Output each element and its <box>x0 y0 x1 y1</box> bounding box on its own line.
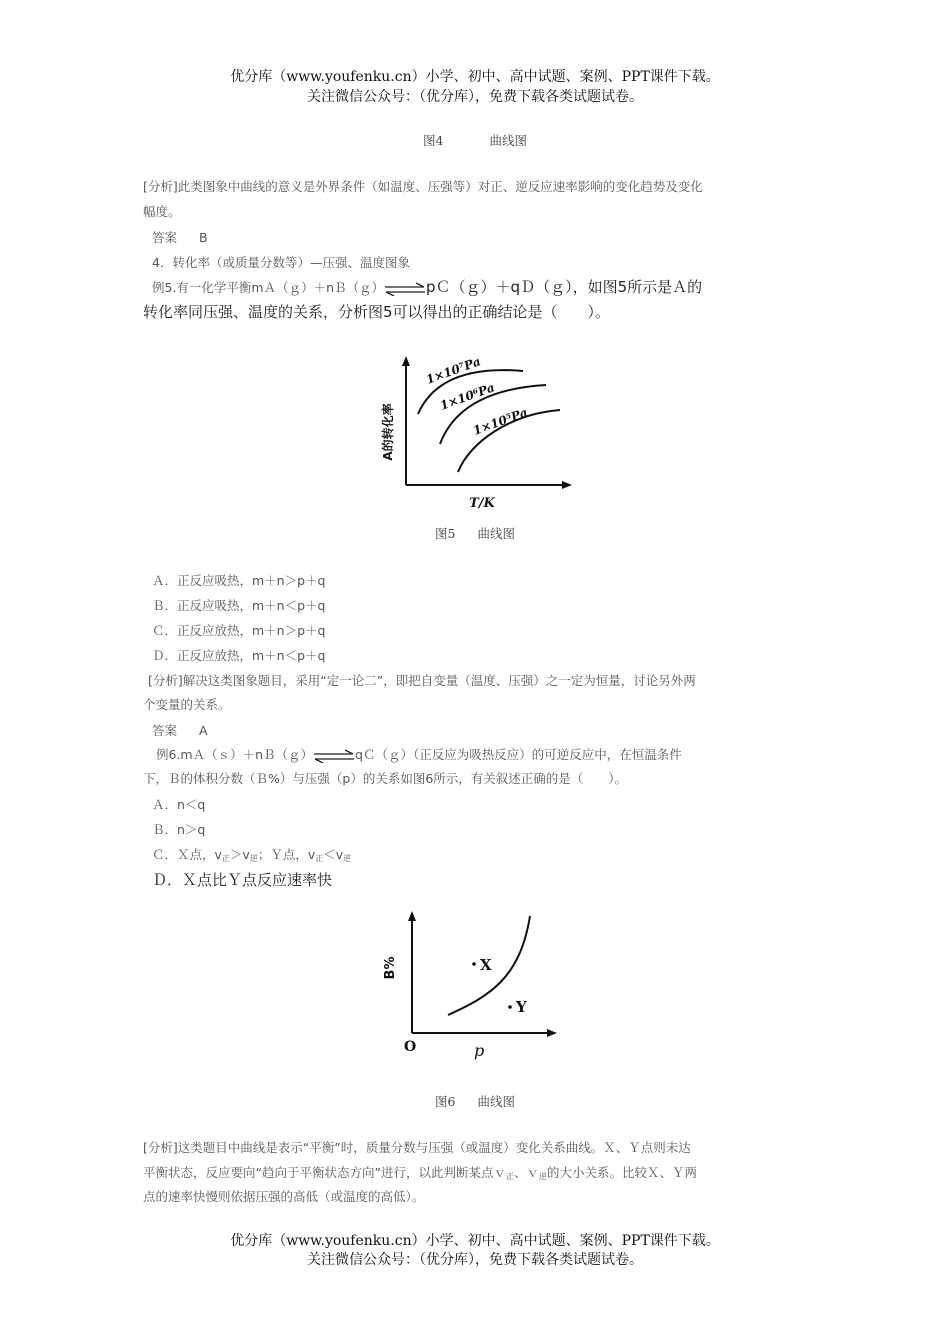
equilibrium-arrow-icon <box>313 749 355 763</box>
option-5-b: Ｂ．正反应吸热，m＋n＜p＋q <box>152 598 326 613</box>
figure-5-x-label: T/K <box>469 496 495 511</box>
option-6-c-text: Ｃ．Ｘ点，v <box>152 847 222 862</box>
example-6-line-1 <box>156 745 682 763</box>
figure-6-point-y-dot <box>508 1005 512 1009</box>
header-line-2: 关注微信公众号：（优分库），免费下载各类试题试卷。 <box>307 89 643 105</box>
analysis-3-line-1: [分析]这类题目中曲线是表示“平衡”时，质量分数与压强（或温度）变化关系曲线。Ｘ、Ｙ点则未达 <box>143 1140 691 1155</box>
subscript-reverse: 逆 <box>343 854 352 863</box>
answer-2 <box>152 721 208 739</box>
example-5-line-2: 转化率同压强、温度的关系，分析图5可以得出的正确结论是（ ）。 <box>143 303 611 321</box>
footer-line-2: 关注微信公众号：（优分库），免费下载各类试题试卷。 <box>307 1252 643 1268</box>
analysis-2-line-1: [分析]解决这类图象题目，采用“定一论二”，即把自变量（温度、压强）之一定为恒量，讨论另外两 <box>148 673 696 688</box>
example-6-line-2: 下，Ｂ的体积分数（Ｂ%）与压强（p）的关系如图6所示，有关叙述正确的是（ ）。 <box>143 771 628 786</box>
figure-6-chart <box>370 906 570 1066</box>
figure-4-title: 曲线图 <box>489 133 527 148</box>
example-6-part-1: 例6.mＡ（ｓ）＋nＢ（ｇ） <box>156 747 314 762</box>
answer-1 <box>152 228 208 246</box>
option-5-d: Ｄ．正反应放热，m＋n＜p＋q <box>152 648 326 663</box>
option-6-c-text: ；Ｙ点，v <box>257 847 316 862</box>
figure-6-y-label: B% <box>383 956 398 980</box>
option-5-c: Ｃ．正反应放热，m＋n＞p＋q <box>152 623 326 638</box>
figure-6-y-arrow <box>408 911 416 921</box>
subscript-reverse: 逆 <box>249 854 258 863</box>
answer-2-label: 答案 <box>152 723 178 738</box>
option-5-a: Ａ．正反应吸热，m＋n＞p＋q <box>152 573 326 588</box>
figure-5-label-1e5: 1×10⁵Pa <box>471 405 530 438</box>
figure-5-number: 图5 <box>435 526 456 541</box>
example-5-part-1: 例5.有一化学平衡mＡ（ｇ）＋nＢ（ｇ） <box>152 280 385 295</box>
subscript-forward: 正 <box>221 854 230 863</box>
example-5-line-1 <box>152 276 702 297</box>
answer-1-value: B <box>199 230 208 245</box>
analysis-1-line-2: 幅度。 <box>143 204 181 219</box>
example-5-part-2: pＣ（ｇ）＋qＤ（ｇ），如图5所示是Ａ的 <box>426 278 703 296</box>
analysis-1-line-1: [分析]此类图象中曲线的意义是外界条件（如温度、压强等）对正、逆反应速率影响的变化趋势及变化 <box>143 179 703 194</box>
option-6-b: Ｂ．n＞q <box>152 822 206 837</box>
analysis-3-text: 的大小关系。比较Ｘ、Ｙ两 <box>546 1165 697 1180</box>
figure-6-point-x-dot <box>472 962 476 966</box>
subscript-forward: 正 <box>505 1172 514 1181</box>
figure-5-label-1e6: 1×10⁶Pa <box>438 380 497 413</box>
analysis-3-line-2 <box>143 1163 697 1182</box>
option-6-a: Ａ．n＜q <box>152 797 206 812</box>
figure-5-title: 曲线图 <box>477 526 515 541</box>
analysis-3-line-3: 点的速率快慢则依据压强的高低（或温度的高低）。 <box>143 1189 425 1204</box>
section-4-heading: 4．转化率（或质量分数等）—压强、温度图象 <box>152 255 410 270</box>
figure-5-caption <box>0 524 950 542</box>
figure-6-point-x-label: X <box>480 956 492 974</box>
figure-6-point-y-label: Y <box>516 998 527 1016</box>
figure-4-number: 图4 <box>423 133 444 148</box>
option-6-c-text: ＜v <box>323 847 344 862</box>
option-6-c-text: ＞v <box>229 847 250 862</box>
equilibrium-arrow-icon <box>384 282 426 296</box>
subscript-reverse: 逆 <box>538 1172 547 1181</box>
figure-5-chart <box>370 352 580 517</box>
figure-6-x-arrow <box>547 1029 557 1037</box>
figure-6-x-label: p <box>474 1041 485 1060</box>
analysis-3-text: 平衡状态，反应要向“趋向于平衡状态方向”进行，以此判断某点ｖ <box>143 1165 506 1180</box>
figure-5-x-arrow <box>562 481 572 489</box>
analysis-2-line-2: 个变量的关系。 <box>143 697 231 712</box>
option-6-c <box>152 845 351 864</box>
figure-6-origin-label: O <box>404 1039 417 1055</box>
figure-5-y-label: A的转化率 <box>381 403 395 461</box>
answer-1-label: 答案 <box>152 230 178 245</box>
figure-4-caption <box>0 131 950 149</box>
figure-6-caption <box>0 1092 950 1110</box>
footer-line-1: 优分库（www.youfenku.cn）小学、初中、高中试题、案例、PPT课件下载。 <box>230 1233 720 1249</box>
answer-2-value: A <box>199 723 208 738</box>
figure-6-number: 图6 <box>435 1094 456 1109</box>
analysis-3-text: 、ｖ <box>513 1165 539 1180</box>
header-line-1: 优分库（www.youfenku.cn）小学、初中、高中试题、案例、PPT课件下载。 <box>230 69 720 85</box>
subscript-forward: 正 <box>315 854 324 863</box>
example-6-part-2: qＣ（ｇ）（正反应为吸热反应）的可逆反应中，在恒温条件 <box>355 747 682 762</box>
figure-5-label-1e7: 1×10⁷Pa <box>424 354 483 387</box>
figure-5-y-arrow <box>402 356 410 366</box>
option-6-d: Ｄ．Ｘ点比Ｙ点反应速率快 <box>152 871 333 889</box>
figure-6-title: 曲线图 <box>477 1094 515 1109</box>
